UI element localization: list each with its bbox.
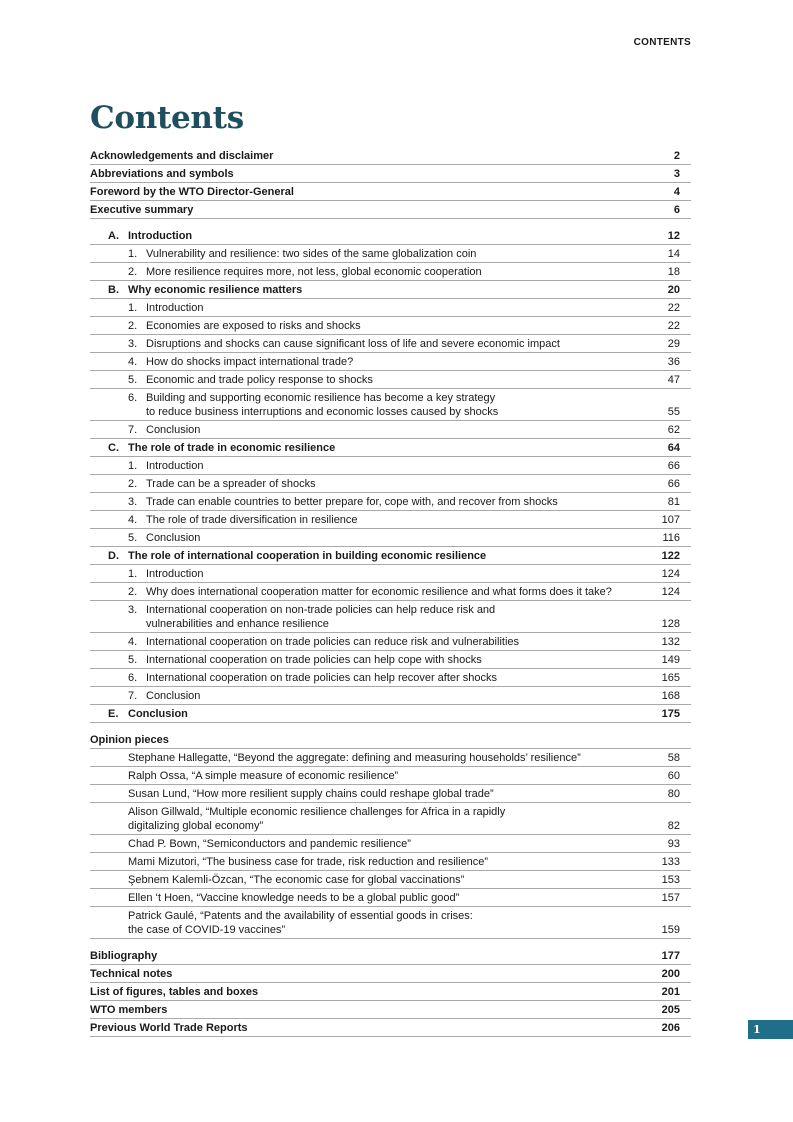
section-page: 132 (661, 636, 680, 648)
section-line-text: Trade can enable countries to better prepare for, cope with, and recover from shocks (146, 496, 558, 508)
section-line-text: Vulnerability and resilience: two sides of the same globalization coin (146, 248, 477, 260)
section-page: 149 (661, 654, 680, 666)
section-line-text: Conclusion (146, 424, 201, 436)
opinion-page: 157 (661, 892, 680, 904)
section-entry (90, 687, 691, 705)
section-page: 66 (667, 460, 680, 472)
opinion-line: Şebnem Kalemli-Özcan, “The economic case for global vaccinations” (128, 874, 465, 886)
section-entry (90, 475, 691, 493)
section-title (128, 319, 640, 333)
section-number: 2. (128, 586, 138, 598)
opinion-entry (90, 785, 691, 803)
opinion-page: 153 (661, 874, 680, 886)
section-title (128, 337, 640, 351)
section-line (128, 423, 634, 437)
section-line (128, 301, 634, 315)
entry-title: List of figures, tables and boxes (90, 986, 259, 998)
section-title (128, 671, 640, 685)
opinion-entry (90, 907, 691, 939)
section-line (128, 617, 634, 631)
chapter-entry (90, 281, 691, 299)
section-line (128, 531, 634, 545)
entry-title: WTO members (90, 1004, 168, 1016)
section-line (128, 653, 634, 667)
section-line-text: Economies are exposed to risks and shocks (146, 320, 361, 332)
section-entry (90, 633, 691, 651)
section-number: 2. (128, 266, 138, 278)
section-number: 1. (128, 460, 138, 472)
section-number: 6. (128, 672, 138, 684)
section-line (128, 405, 634, 419)
toc-entry (90, 1019, 691, 1037)
opinion-title (128, 873, 640, 887)
section-line-text: Disruptions and shocks can cause significant loss of life and severe economic impact (146, 338, 560, 350)
section-line-text: Building and supporting economic resilience has become a key strategy (146, 392, 496, 404)
toc-entry (90, 165, 691, 183)
opinion-entry (90, 853, 691, 871)
section-page: 18 (667, 266, 680, 278)
opinion-entry (90, 803, 691, 835)
section-number: 2. (128, 320, 138, 332)
section-entry (90, 353, 691, 371)
opinion-title (128, 909, 640, 937)
section-line-text: Introduction (146, 460, 204, 472)
opinion-line: Patrick Gaulé, “Patents and the availability of essential goods in crises: (128, 910, 473, 922)
entry-page: 205 (661, 1004, 680, 1016)
chapter-letter: B. (108, 284, 119, 296)
section-line (128, 671, 634, 685)
section-line (128, 567, 634, 581)
section-line (128, 265, 634, 279)
chapter-title-text: The role of trade in economic resilience (128, 442, 336, 454)
section-line-text: Why does international cooperation matter for economic resilience and what forms does it take? (146, 586, 612, 598)
entry-title: Abbreviations and symbols (90, 168, 234, 180)
toc-entry (90, 965, 691, 983)
opinion-entry (90, 749, 691, 767)
chapter-title (108, 707, 640, 721)
section-entry (90, 371, 691, 389)
section-title (128, 355, 640, 369)
section-line-text: Economic and trade policy response to shocks (146, 374, 373, 386)
chapter-entry (90, 705, 691, 723)
section-line (128, 477, 634, 491)
section-page: 124 (661, 586, 680, 598)
section-line-text: How do shocks impact international trade? (146, 356, 354, 368)
section-page: 66 (667, 478, 680, 490)
section-line-text: to reduce business interruptions and economic losses caused by shocks (146, 406, 499, 418)
section-number: 5. (128, 532, 138, 544)
opinion-title (128, 769, 640, 783)
section-number: 4. (128, 356, 138, 368)
section-page: 81 (667, 496, 680, 508)
opinion-title (128, 891, 640, 905)
section-title (128, 689, 640, 703)
opinion-page: 159 (661, 924, 680, 936)
chapter-page: 122 (661, 550, 680, 562)
section-number: 4. (128, 514, 138, 526)
section-line (128, 337, 634, 351)
section-page: 124 (661, 568, 680, 580)
entry-page: 206 (661, 1022, 680, 1034)
section-entry (90, 529, 691, 547)
section-entry (90, 389, 691, 421)
opinion-line: Stephane Hallegatte, “Beyond the aggregate: defining and measuring households’ resilience” (128, 752, 581, 764)
section-line (128, 355, 634, 369)
toc-entry (90, 201, 691, 219)
running-header: CONTENTS (633, 37, 691, 48)
opinion-entry (90, 767, 691, 785)
opinion-entry (90, 871, 691, 889)
section-page: 62 (667, 424, 680, 436)
section-line-text: The role of trade diversification in resilience (146, 514, 358, 526)
chapter-letter: E. (108, 708, 119, 720)
section-line (128, 635, 634, 649)
opinion-page: 82 (667, 820, 680, 832)
section-line-text: Introduction (146, 302, 204, 314)
section-page: 22 (667, 302, 680, 314)
entry-title: Acknowledgements and disclaimer (90, 150, 274, 162)
section-entry (90, 565, 691, 583)
section-number: 1. (128, 568, 138, 580)
section-title (128, 635, 640, 649)
section-title (128, 373, 640, 387)
opinion-title (128, 751, 640, 765)
section-number: 1. (128, 302, 138, 314)
opinion-line: Ralph Ossa, “A simple measure of economic resilience” (128, 770, 399, 782)
opinion-line: Chad P. Bown, “Semiconductors and pandemic resilience” (128, 838, 411, 850)
section-number: 3. (128, 338, 138, 350)
section-entry (90, 263, 691, 281)
section-page: 55 (667, 406, 680, 418)
opinion-title (128, 787, 640, 801)
section-line-text: International cooperation on trade policies can help cope with shocks (146, 654, 482, 666)
section-title (128, 459, 640, 473)
section-entry (90, 421, 691, 439)
section-line-text: vulnerabilities and enhance resilience (146, 618, 329, 630)
section-line (128, 391, 634, 405)
entry-title: Executive summary (90, 204, 194, 216)
section-line (128, 247, 634, 261)
section-page: 116 (662, 532, 680, 544)
section-entry (90, 299, 691, 317)
chapter-page: 20 (667, 284, 680, 296)
section-number: 7. (128, 424, 138, 436)
section-page: 29 (667, 338, 680, 350)
chapter-title-text: Conclusion (128, 708, 188, 720)
opinion-page: 80 (667, 788, 680, 800)
back-matter (90, 947, 691, 1037)
chapters (90, 227, 691, 723)
section-line (128, 373, 634, 387)
section-page: 36 (667, 356, 680, 368)
section-number: 4. (128, 636, 138, 648)
section-page: 107 (661, 514, 680, 526)
entry-title: Bibliography (90, 950, 158, 962)
entry-page: 201 (661, 986, 680, 998)
section-title (128, 495, 640, 509)
opinion-page: 60 (667, 770, 680, 782)
section-number: 2. (128, 478, 138, 490)
opinion-entry (90, 835, 691, 853)
section-line (128, 319, 634, 333)
section-line (128, 603, 634, 617)
opinion-pieces-heading: Opinion pieces (90, 731, 691, 749)
section-title (128, 301, 640, 315)
front-matter (90, 147, 691, 219)
section-entry (90, 669, 691, 687)
section-entry (90, 245, 691, 263)
toc-entry (90, 947, 691, 965)
opinion-page: 133 (661, 856, 680, 868)
entry-page: 177 (661, 950, 680, 962)
chapter-entry (90, 439, 691, 457)
entry-page: 2 (673, 150, 680, 162)
section-line-text: Conclusion (146, 532, 201, 544)
page-number-badge: 1 (748, 1020, 793, 1039)
section-title (128, 653, 640, 667)
section-number: 3. (128, 496, 138, 508)
toc-entry (90, 983, 691, 1001)
page-title: Contents (90, 100, 244, 136)
section-entry (90, 583, 691, 601)
section-title (128, 585, 640, 599)
opinion-line: Ellen ‘t Hoen, “Vaccine knowledge needs to be a global public good” (128, 892, 460, 904)
entry-title: Previous World Trade Reports (90, 1022, 248, 1034)
section-title (128, 567, 640, 581)
toc-entry (90, 147, 691, 165)
section-line-text: Trade can be a spreader of shocks (146, 478, 316, 490)
section-number: 1. (128, 248, 138, 260)
section-title (128, 603, 640, 631)
section-line-text: International cooperation on trade policies can reduce risk and vulnerabilities (146, 636, 520, 648)
chapter-entry (90, 547, 691, 565)
chapter-entry (90, 227, 691, 245)
entry-page: 6 (673, 204, 680, 216)
table-of-contents (90, 147, 691, 1037)
toc-entry (90, 1001, 691, 1019)
entry-title: Foreword by the WTO Director-General (90, 186, 294, 198)
section-number: 5. (128, 654, 138, 666)
chapter-letter: C. (108, 442, 119, 454)
opinion-line: digitalizing global economy” (128, 820, 264, 832)
chapter-title (108, 283, 640, 297)
chapter-title-text: Introduction (128, 230, 193, 242)
entry-page: 200 (661, 968, 680, 980)
chapter-title (108, 549, 640, 563)
section-line-text: Introduction (146, 568, 204, 580)
section-page: 47 (667, 374, 680, 386)
opinion-title (128, 837, 640, 851)
section-title (128, 423, 640, 437)
chapter-letter: D. (108, 550, 119, 562)
section-line-text: International cooperation on trade policies can help recover after shocks (146, 672, 497, 684)
chapter-page: 12 (667, 230, 680, 242)
opinion-line: Alison Gillwald, “Multiple economic resilience challenges for Africa in a rapidly (128, 806, 506, 818)
opinion-line: Mami Mizutori, “The business case for trade, risk reduction and resilience” (128, 856, 489, 868)
chapter-title-text: The role of international cooperation in building economic resilience (128, 550, 487, 562)
chapter-page: 64 (667, 442, 680, 454)
section-number: 7. (128, 690, 138, 702)
opinion-page: 93 (667, 838, 680, 850)
section-entry (90, 493, 691, 511)
section-line (128, 689, 634, 703)
section-line (128, 513, 634, 527)
opinion-line: the case of COVID-19 vaccines” (128, 924, 286, 936)
section-entry (90, 651, 691, 669)
section-line-text: More resilience requires more, not less, global economic cooperation (146, 266, 482, 278)
section-page: 14 (667, 248, 680, 260)
entry-page: 4 (673, 186, 680, 198)
entry-page: 3 (673, 168, 680, 180)
section-page: 128 (661, 618, 680, 630)
section-title (128, 247, 640, 261)
section-entry (90, 601, 691, 633)
section-line (128, 585, 634, 599)
section-number: 3. (128, 604, 138, 616)
opinion-entry (90, 889, 691, 907)
section-page: 168 (661, 690, 680, 702)
opinion-line: Susan Lund, “How more resilient supply chains could reshape global trade” (128, 788, 494, 800)
section-entry (90, 317, 691, 335)
chapter-letter: A. (108, 230, 119, 242)
section-page: 22 (667, 320, 680, 332)
section-line-text: Conclusion (146, 690, 201, 702)
opinion-pieces (90, 749, 691, 939)
chapter-title-text: Why economic resilience matters (128, 284, 303, 296)
section-title (128, 477, 640, 491)
section-entry (90, 335, 691, 353)
section-entry (90, 457, 691, 475)
chapter-page: 175 (661, 708, 680, 720)
section-page: 165 (661, 672, 680, 684)
chapter-title (108, 441, 640, 455)
section-line-text: International cooperation on non-trade policies can help reduce risk and (146, 604, 496, 616)
section-line (128, 459, 634, 473)
section-entry (90, 511, 691, 529)
toc-entry (90, 183, 691, 201)
section-title (128, 513, 640, 527)
entry-title: Technical notes (90, 968, 173, 980)
section-title (128, 391, 640, 419)
section-line (128, 495, 634, 509)
section-title (128, 531, 640, 545)
section-number: 5. (128, 374, 138, 386)
section-title (128, 265, 640, 279)
opinion-page: 58 (667, 752, 680, 764)
section-number: 6. (128, 392, 138, 404)
chapter-title (108, 229, 640, 243)
opinion-title (128, 855, 640, 869)
opinion-title (128, 805, 640, 833)
